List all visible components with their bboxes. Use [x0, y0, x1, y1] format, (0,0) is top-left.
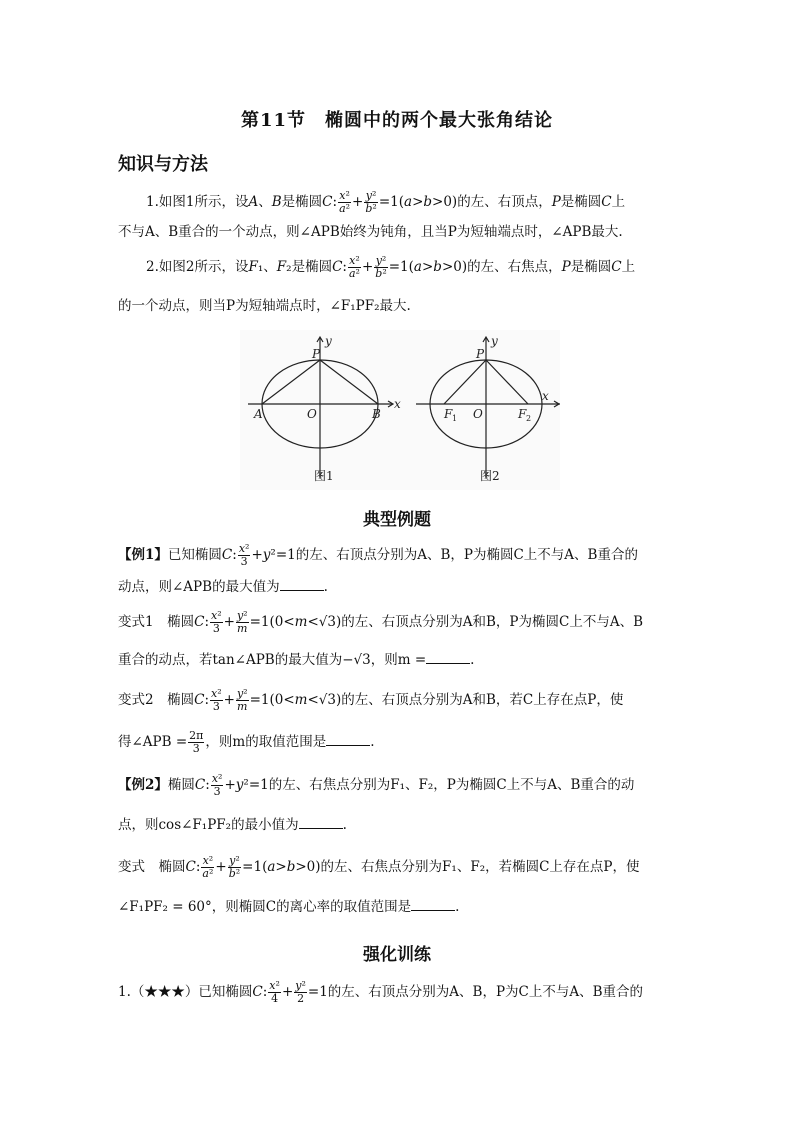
section-heading-training: 强化训练	[363, 945, 431, 965]
fig1-label-p: P	[312, 347, 321, 361]
variant-3-line-2: ∠F₁PF₂ = 60°，则椭圆C的离心率的取值范围是 .	[118, 899, 460, 915]
fig2-label-f1: F	[444, 407, 453, 421]
section-heading-examples: 典型例题	[363, 510, 431, 530]
knowledge-2-line-2: 的一个动点，则当P为短轴端点时，∠F₁PF₂最大.	[118, 298, 411, 314]
fig2-label-x: x	[542, 389, 549, 403]
fig1-label-b: B	[372, 407, 381, 421]
page-title: 第11节 椭圆中的两个最大张角结论	[240, 110, 554, 131]
fig2-caption: 图2	[480, 469, 500, 483]
knowledge-1-line-2: 不与A、B重合的一个动点，则∠APB始终为钝角，且当P为短轴端点时，∠APB最大.	[118, 224, 623, 240]
variant-2-line-1: 变式2 椭圆C: $\frac{\text{x²}}{3}$ + $\frac{\text{y²}}{m}$ =1(0<m<√3)的左、右顶点分别为A和B，若C上存在点P，使	[118, 687, 624, 713]
fig1-label-y: y	[325, 334, 332, 348]
example-2-line-1: 【例2】椭圆C: $\frac{\text{x²}}{3}$ +y²=1的左、右焦点分别为F₁、F₂，P为椭圆C上不与A、B重合的动	[118, 772, 635, 798]
fig2-label-p: P	[476, 347, 485, 361]
answer-blank[interactable]	[426, 651, 470, 664]
variant-2-line-2: 得∠APB = $\frac{2\pi}{3}$ ，则m的取值范围是 .	[118, 729, 375, 755]
fig1-caption: 图1	[314, 469, 334, 483]
example-1-line-1: 【例1】已知椭圆C: $\frac{\text{x²}}{3}$ +y²=1的左、右顶点分别为A、B，P为椭圆C上不与A、B重合的	[118, 542, 638, 568]
answer-blank[interactable]	[299, 816, 343, 829]
training-1-line-1: 1.（★★★）已知椭圆C: $\frac{\text{x²}}{4}$ + $\frac{\text{y²}}{2}$ =1的左、右顶点分别为A、B，P为C上不与A、B重合的	[118, 979, 644, 1005]
fig1-label-x: x	[394, 397, 401, 411]
fig2-label-y: y	[491, 334, 498, 348]
fig2-label-f2: F	[518, 407, 527, 421]
variant-1-line-2: 重合的动点，若tan∠APB的最大值为−√3，则m = .	[118, 652, 475, 668]
knowledge-1-line-1: 1.如图1所示，设A、B是椭圆C: $\frac{\text{x²}}{\text{a²}}$ + $\frac{\text{y²}}{\text{b²}}$ =1(a>b>0)的左、右顶点，P是椭圆C上	[146, 189, 626, 215]
example-1-line-2: 动点，则∠APB的最大值为 .	[118, 579, 328, 595]
answer-blank[interactable]	[280, 578, 324, 591]
answer-blank[interactable]	[326, 733, 370, 746]
knowledge-2-line-1: 2.如图2所示，设F₁、F₂是椭圆C: $\frac{\text{x²}}{\text{a²}}$ + $\frac{\text{y²}}{\text{b²}}$ =1(a>b>0)的左、右焦点，P是椭圆C上	[146, 254, 636, 280]
variant-1-line-1: 变式1 椭圆C: $\frac{\text{x²}}{3}$ + $\frac{\text{y²}}{m}$ =1(0<m<√3)的左、右顶点分别为A和B，P为椭圆C上不与A、B	[118, 609, 644, 635]
fig1-label-o: O	[307, 407, 317, 421]
ellipse-figures	[240, 330, 560, 490]
fig2-label-f2-sub: 2	[526, 414, 532, 423]
fig1-label-a: A	[254, 407, 263, 421]
example-2-line-2: 点，则cos∠F₁PF₂的最小值为 .	[118, 817, 347, 833]
section-heading-knowledge: 知识与方法	[118, 154, 208, 175]
fig2-label-f1-sub: 1	[452, 414, 458, 423]
fig2-label-o: O	[473, 407, 483, 421]
variant-3-line-1: 变式 椭圆C: $\frac{\text{x²}}{\text{a²}}$ + $\frac{\text{y²}}{\text{b²}}$ =1(a>b>0)的左、右焦点分别为F₁、F₂，若椭圆C上存在点P，使	[118, 854, 640, 880]
answer-blank[interactable]	[411, 898, 455, 911]
